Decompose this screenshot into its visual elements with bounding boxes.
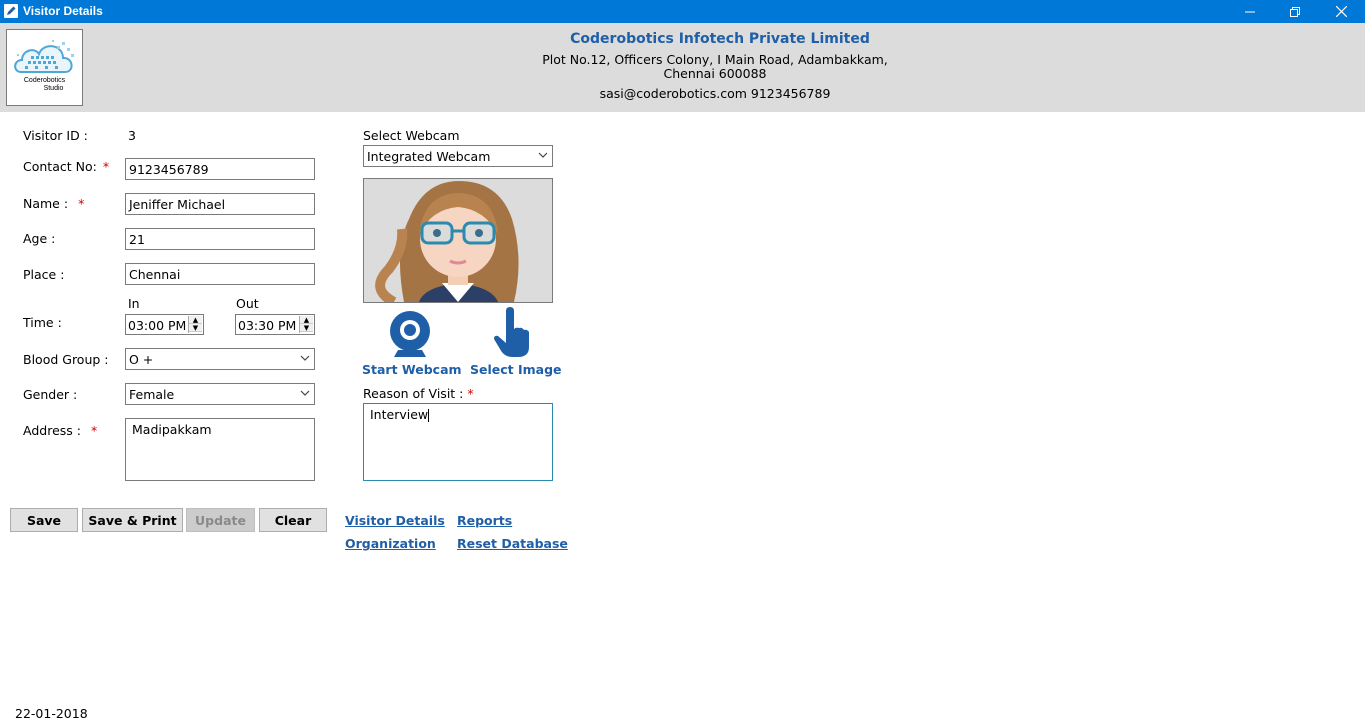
logo-text: Coderobotics [23, 77, 66, 84]
update-button[interactable]: Update [186, 508, 255, 532]
window-title: Visitor Details [23, 4, 103, 18]
required-mark: * [90, 423, 98, 438]
select-image-button[interactable] [494, 307, 534, 362]
place-input[interactable]: Chennai [125, 263, 315, 285]
webcam-selected-value: Integrated Webcam [367, 149, 491, 164]
required-mark: * [467, 386, 474, 401]
footer-date: 22-01-2018 [15, 706, 88, 721]
company-header [0, 23, 1365, 112]
reports-link[interactable]: Reports [457, 513, 513, 528]
organization-link[interactable]: Organization [345, 536, 436, 551]
reason-label: Reason of Visit : * [363, 386, 474, 401]
blood-group-value: O + [129, 352, 154, 367]
avatar [364, 179, 552, 302]
age-input[interactable]: 21 [125, 228, 315, 250]
start-webcam-button[interactable] [388, 309, 432, 362]
title-bar [0, 0, 1365, 23]
gender-label: Gender : [23, 387, 78, 402]
spin-up-icon[interactable]: ▲ [189, 316, 202, 324]
start-webcam-label[interactable]: Start Webcam [362, 362, 462, 377]
time-in-picker[interactable] [125, 314, 204, 335]
gender-value: Female [129, 387, 175, 402]
gender-select[interactable] [125, 383, 315, 405]
chevron-down-icon [300, 388, 310, 398]
spin-down-icon[interactable]: ▼ [189, 324, 202, 332]
visitor-id-label: Visitor ID : [23, 128, 88, 143]
time-in-value: 03:00 PM [128, 318, 187, 333]
reason-textarea[interactable] [363, 403, 553, 481]
required-mark: * [102, 159, 110, 174]
reset-database-link[interactable]: Reset Database [457, 536, 568, 551]
time-label: Time : [23, 315, 62, 330]
age-label: Age : [23, 231, 56, 246]
contact-input[interactable]: 9123456789 [125, 158, 315, 180]
visitor-photo [363, 178, 553, 303]
name-input[interactable]: Jeniffer Michael [125, 193, 315, 215]
time-in-label: In [128, 296, 140, 311]
save-print-button[interactable]: Save & Print [82, 508, 183, 532]
chevron-down-icon [300, 353, 310, 363]
time-in-spinner[interactable] [188, 316, 202, 333]
restore-button[interactable] [1272, 0, 1318, 23]
company-contact: sasi@coderobotics.com 9123456789 [599, 86, 831, 101]
minimize-icon [1245, 7, 1255, 17]
spin-up-icon[interactable]: ▲ [300, 316, 313, 324]
place-label: Place : [23, 267, 65, 282]
blood-group-label: Blood Group : [23, 352, 109, 367]
visitor-details-link[interactable]: Visitor Details [345, 513, 445, 528]
name-label: Name : * [23, 196, 85, 211]
time-out-value: 03:30 PM [238, 318, 297, 333]
close-icon [1336, 6, 1347, 17]
blood-group-select[interactable] [125, 348, 315, 370]
address-textarea[interactable]: Madipakkam [125, 418, 315, 481]
hand-pointer-icon [494, 307, 534, 359]
address-line-1: Plot No.12, Officers Colony, I Main Road, Adambakkam, [542, 52, 888, 67]
time-out-label: Out [236, 296, 259, 311]
clear-button[interactable]: Clear [259, 508, 327, 532]
save-button[interactable]: Save [10, 508, 78, 532]
chevron-down-icon [538, 150, 548, 160]
webcam-icon [388, 309, 432, 359]
company-name: Coderobotics Infotech Private Limited [570, 31, 870, 47]
time-out-picker[interactable] [235, 314, 315, 335]
minimize-button[interactable] [1227, 0, 1273, 23]
close-button[interactable] [1318, 0, 1364, 23]
spin-down-icon[interactable]: ▼ [300, 324, 313, 332]
pencil-icon [4, 4, 18, 18]
visitor-id-value: 3 [128, 128, 136, 143]
address-label: Address : * [23, 423, 98, 438]
text-cursor [428, 409, 429, 422]
address-line-2: Chennai 600088 [663, 66, 767, 81]
webcam-select[interactable] [363, 145, 553, 167]
contact-label: Contact No: * [23, 159, 110, 174]
logo-subtext: Studio [43, 85, 64, 92]
required-mark: * [78, 196, 85, 211]
reason-value: Interview [370, 407, 429, 422]
select-image-label[interactable]: Select Image [470, 362, 562, 377]
select-webcam-label: Select Webcam [363, 128, 460, 143]
restore-icon [1290, 7, 1300, 17]
time-out-spinner[interactable] [299, 316, 313, 333]
